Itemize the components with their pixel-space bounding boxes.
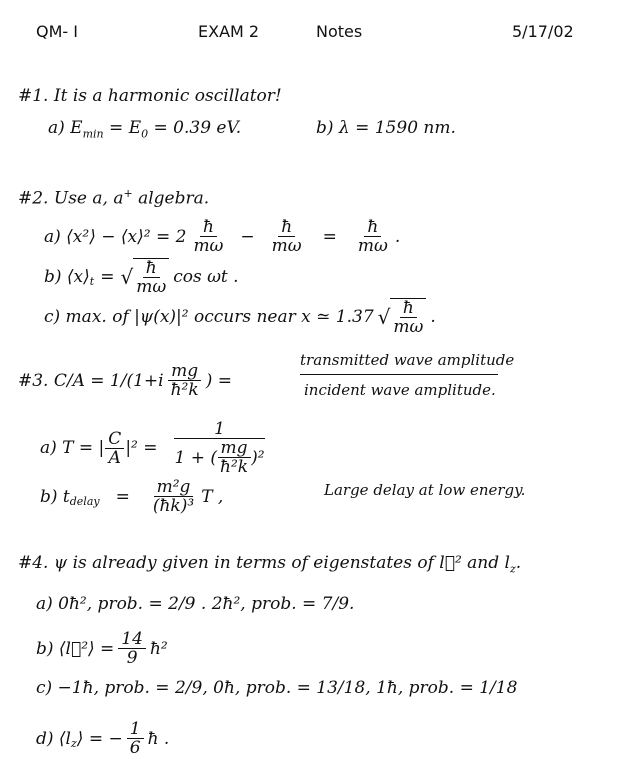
problem-3b-note: Large delay at low energy.: [324, 481, 526, 499]
problem-2c: c) max. of |ψ(x)|² occurs near x ≃ 1.37 √ $\frac{ħ}{m\omega}$ .: [44, 298, 436, 337]
problem-3-heading: #3. C/A = 1/(1+i $\frac{mg}{\text{ħ²k}}$ ) =: [18, 361, 232, 400]
exam-date: 5/17/02: [512, 22, 574, 41]
hbar-over-mw-3: $\frac{ħ}{m\omega}$: [357, 217, 388, 256]
hbar-over-mw-1: $\frac{ħ}{m\omega}$: [193, 217, 224, 256]
problem-4a: a) 0ħ², prob. = 2/9 . 2ħ², prob. = 7/9.: [36, 594, 355, 614]
problem-4b: b) ⟨l⃗²⟩ = $\frac{14}{9}$ ħ²: [36, 629, 168, 668]
course-title: QM- I: [36, 22, 78, 41]
incident-amplitude-label: incident wave amplitude.: [304, 381, 496, 399]
transmitted-amplitude-label: transmitted wave amplitude: [300, 351, 515, 369]
hbar-over-mw-2: $\frac{ħ}{m\omega}$: [271, 217, 302, 256]
problem-2b: b) ⟨x⟩ $_t$ = √ $\frac{ħ}{m\omega}$ cos ωt .: [44, 258, 239, 297]
problem-4d: d) ⟨l $_z$ ⟩ = − $\frac{1}{6}$ ħ .: [36, 719, 170, 758]
problem-1a: a) $E_{min} = E_0 = 0.39$ eV.: [48, 118, 242, 141]
ratio-fraction-bar: [300, 374, 498, 375]
problem-1b: b) λ = 1590 nm.: [316, 118, 456, 138]
exam-title: EXAM 2: [198, 22, 260, 41]
problem-4c: c) −1ħ, prob. = 2/9, 0ħ, prob. = 13/18, 1ħ, prob. = 1/18: [36, 678, 518, 698]
problem-3b: b) t $_{delay}$ = $\frac{\text{m²g}}{\text{(ħk)³}}$ T ,: [40, 477, 224, 516]
problem-2-heading: #2. Use a, a+ algebra.: [18, 187, 210, 209]
notes-title: Notes: [316, 22, 363, 41]
problem-1-heading: #1. It is a harmonic oscillator!: [18, 86, 282, 106]
problem-3a: a) T = | $\frac{C}{A}$ |² = 1 1 + ( $\frac{mg}{\text{ħ²k}}$ )²: [40, 419, 265, 477]
problem-4-heading: #4. ψ is already given in terms of eigenstates of l⃗² and $l_z$.: [18, 553, 522, 576]
problem-2a: a) ⟨x²⟩ − ⟨x⟩² = 2 $\frac{ħ}{m\omega}$ − $\frac{ħ}{m\omega}$ = $\frac{ħ}{m\omega}$ .: [44, 217, 401, 256]
